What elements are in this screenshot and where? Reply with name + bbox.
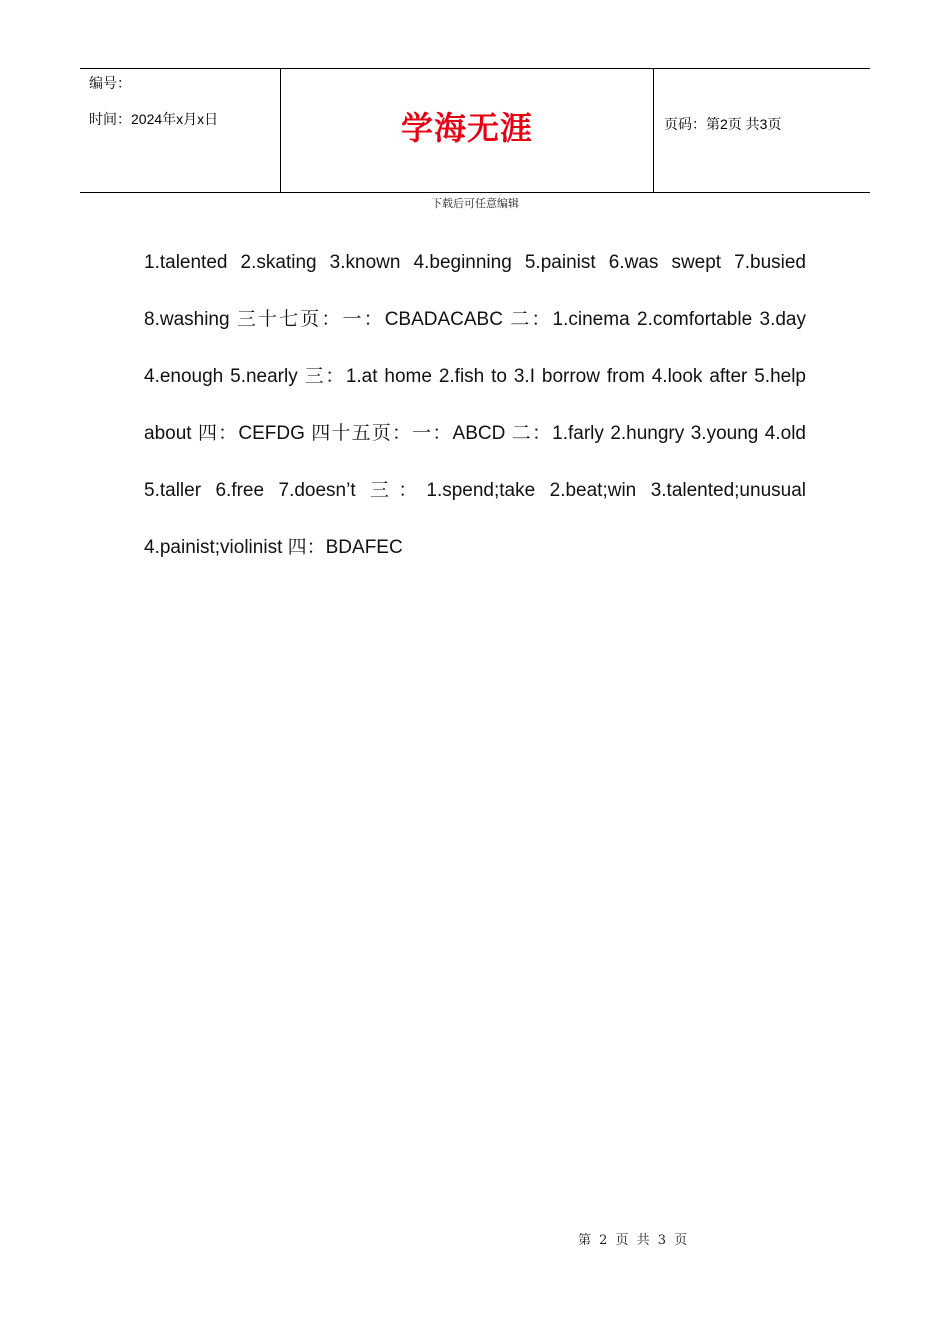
brand-title: 学海无涯: [400, 109, 533, 147]
download-note: 下载后可任意编辑: [431, 197, 519, 210]
header-table: [80, 68, 870, 193]
number-label: 编号：: [89, 75, 131, 91]
header-brand-cell: [281, 69, 654, 192]
header-right-cell: [654, 69, 870, 192]
page-info: 页码：第2页 共3页: [664, 116, 782, 132]
page-footer: 第 2 页 共 3 页: [578, 1233, 688, 1248]
header-left-cell: [80, 69, 281, 192]
answer-text: 1.talented 2.skating 3.known 4.beginning 5.painist 6.was swept 7.busied 8.washing 三十七页：一：CBADACABC 二：1.cinema 2.comfortable 3.day 4.enough 5.nearly 三：1.at home 2.fish to 3.I borrow from 4.look after 5.help about 四：CEFDG 四十五页：一：ABCD 二：1.farly 2.hungry 3.young 4.old 5.taller 6.free 7.doesn’t 三：1.spend;take 2.beat;win 3.talented;unusual 4.painist;violinist 四：BDAFEC: [144, 252, 806, 558]
time-label: 时间：2024年x月x日: [89, 111, 219, 127]
